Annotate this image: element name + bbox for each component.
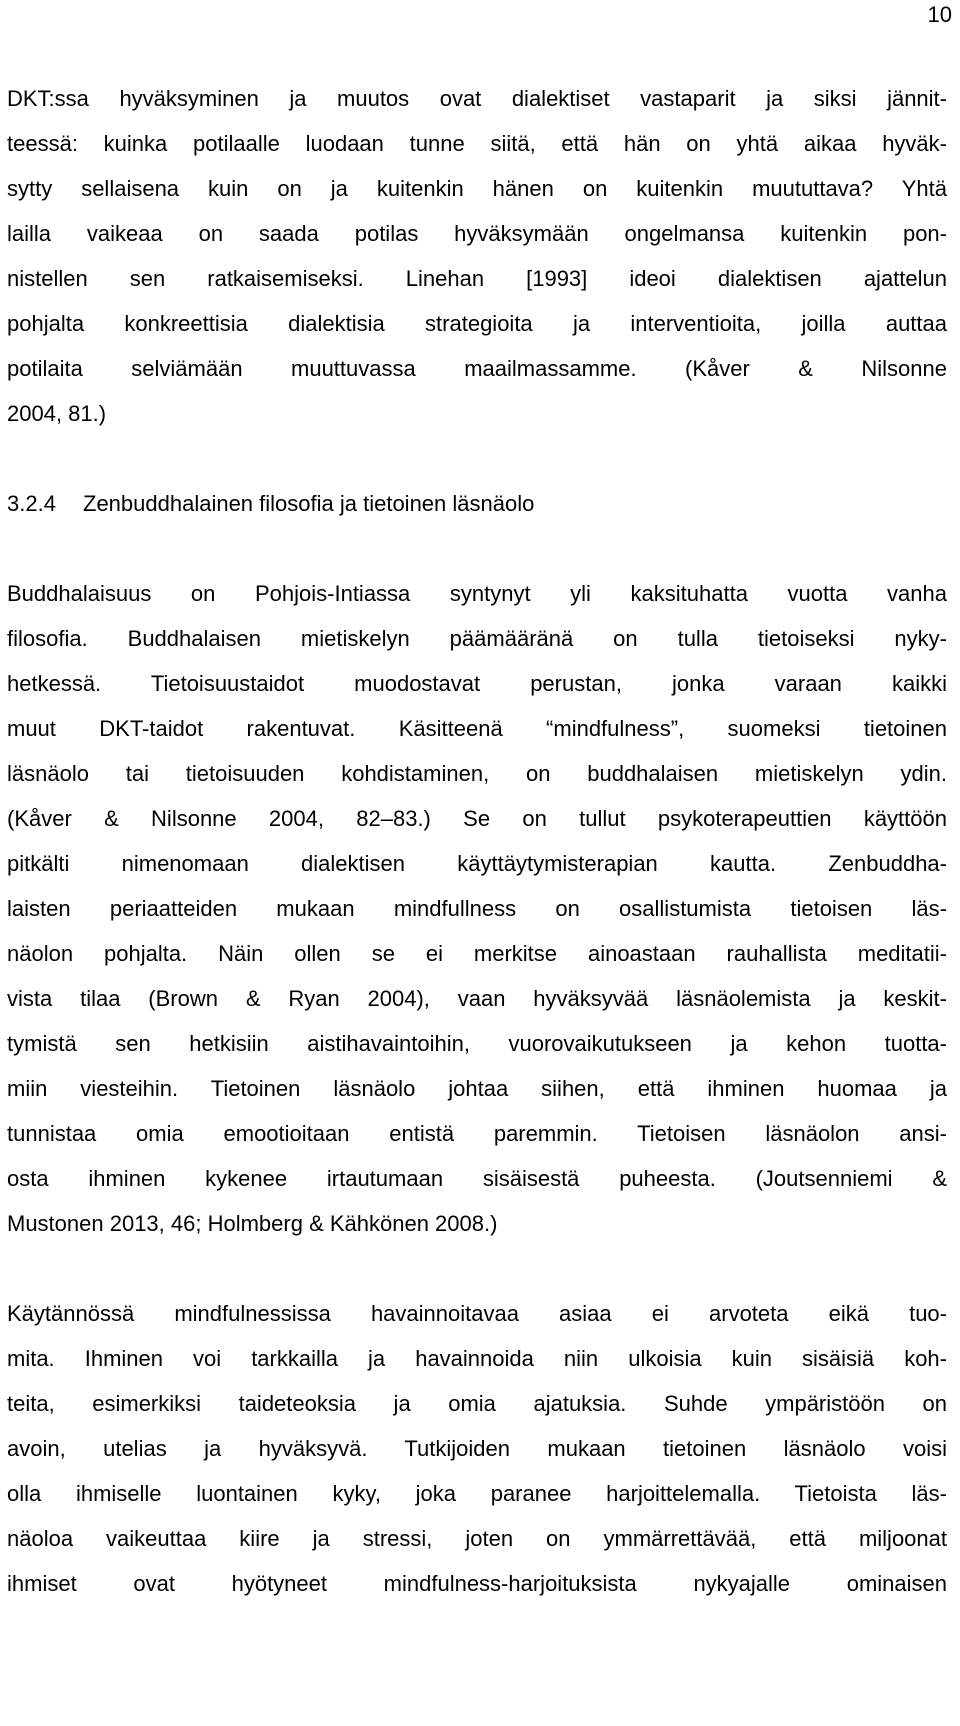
text-line: potilaita selviämään muuttuvassa maailmassamme. (Kåver & Nilsonne	[7, 356, 947, 381]
paragraph-practice	[7, 1291, 947, 1606]
text-line: vista tilaa (Brown & Ryan 2004), vaan hyväksyvää läsnäolemista ja keskit-	[7, 986, 947, 1011]
text-line: 2004, 81.)	[7, 401, 107, 426]
section-number: 3.2.4	[7, 491, 56, 516]
text-line: tymistä sen hetkisiin aistihavaintoihin, vuorovaikutukseen ja kehon tuotta-	[7, 1031, 947, 1056]
spacer	[7, 526, 947, 571]
section-title: Zenbuddhalainen filosofia ja tietoinen läsnäolo	[83, 491, 535, 516]
document-body	[7, 76, 947, 1606]
text-line: nistellen sen ratkaisemiseksi. Linehan [1993] ideoi dialektisen ajattelun	[7, 266, 947, 291]
text-line: Käytännössä mindfulnessissa havainnoitavaa asiaa ei arvoteta eikä tuo-	[7, 1301, 947, 1326]
text-line: näoloa vaikeuttaa kiire ja stressi, joten on ymmärrettävää, että miljoonat	[7, 1526, 947, 1551]
text-line: näolon pohjalta. Näin ollen se ei merkitse ainoastaan rauhallista meditatii-	[7, 941, 947, 966]
paragraph-dkt-dialectics	[7, 76, 947, 436]
text-line: muut DKT-taidot rakentuvat. Käsitteenä “mindfulness”, suomeksi tietoinen	[7, 716, 947, 741]
text-line: sytty sellaisena kuin on ja kuitenkin hänen on kuitenkin muututtava? Yhtä	[7, 176, 947, 201]
spacer	[7, 436, 947, 481]
text-line: DKT:ssa hyväksyminen ja muutos ovat dialektiset vastaparit ja siksi jännit-	[7, 86, 947, 111]
text-line: Buddhalaisuus on Pohjois-Intiassa syntynyt yli kaksituhatta vuotta vanha	[7, 581, 947, 606]
text-line: miin viesteihin. Tietoinen läsnäolo johtaa siihen, että ihminen huomaa ja	[7, 1076, 947, 1101]
text-line: pohjalta konkreettisia dialektisia strategioita ja interventioita, joilla auttaa	[7, 311, 947, 336]
text-line: (Kåver & Nilsonne 2004, 82–83.) Se on tullut psykoterapeuttien käyttöön	[7, 806, 947, 831]
text-line: osta ihminen kykenee irtautumaan sisäisestä puheesta. (Joutsenniemi &	[7, 1166, 947, 1191]
spacer	[7, 1246, 947, 1291]
text-line: filosofia. Buddhalaisen mietiskelyn päämääränä on tulla tietoiseksi nyky-	[7, 626, 947, 651]
text-line: hetkessä. Tietoisuustaidot muodostavat perustan, jonka varaan kaikki	[7, 671, 947, 696]
page-number: 10	[927, 2, 952, 27]
text-line: Mustonen 2013, 46; Holmberg & Kähkönen 2008.)	[7, 1211, 498, 1236]
text-line: lailla vaikeaa on saada potilas hyväksymään ongelmansa kuitenkin pon-	[7, 221, 947, 246]
section-heading	[7, 481, 947, 526]
text-line: laisten periaatteiden mukaan mindfullness on osallistumista tietoisen läs-	[7, 896, 947, 921]
text-line: avoin, utelias ja hyväksyvä. Tutkijoiden mukaan tietoinen läsnäolo voisi	[7, 1436, 947, 1461]
text-line: mita. Ihminen voi tarkkailla ja havainnoida niin ulkoisia kuin sisäisiä koh-	[7, 1346, 947, 1371]
text-line: pitkälti nimenomaan dialektisen käyttäytymisterapian kautta. Zenbuddha-	[7, 851, 947, 876]
text-line: ihmiset ovat hyötyneet mindfulness-harjoituksista nykyajalle ominaisen	[7, 1571, 947, 1596]
text-line: teita, esimerkiksi taideteoksia ja omia ajatuksia. Suhde ympäristöön on	[7, 1391, 947, 1416]
text-line: teessä: kuinka potilaalle luodaan tunne siitä, että hän on yhtä aikaa hyväk-	[7, 131, 947, 156]
text-line: läsnäolo tai tietoisuuden kohdistaminen, on buddhalaisen mietiskelyn ydin.	[7, 761, 947, 786]
text-line: olla ihmiselle luontainen kyky, joka paranee harjoittelemalla. Tietoista läs-	[7, 1481, 947, 1506]
paragraph-buddhism	[7, 571, 947, 1246]
text-line: tunnistaa omia emootioitaan entistä paremmin. Tietoisen läsnäolon ansi-	[7, 1121, 947, 1146]
